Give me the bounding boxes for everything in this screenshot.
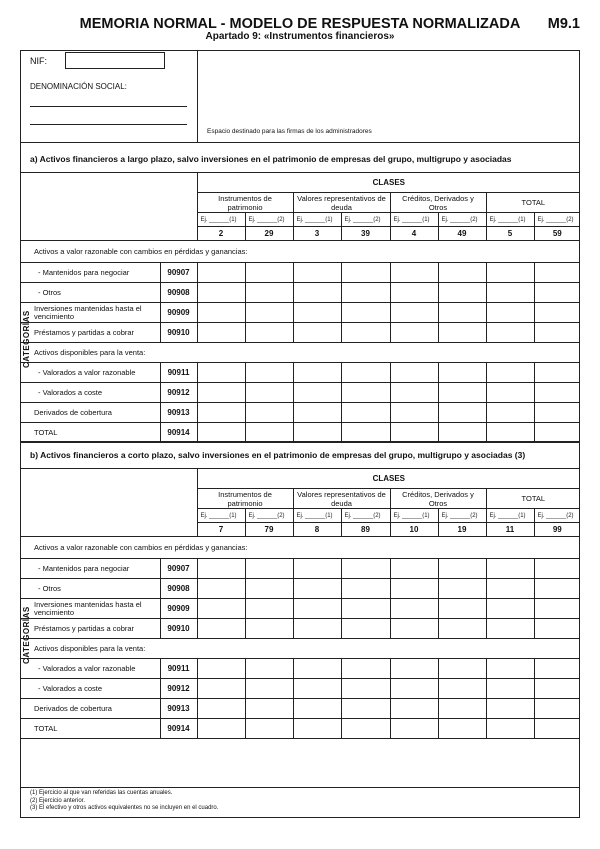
value-cell[interactable] [486,579,534,599]
value-cell[interactable] [245,263,293,283]
value-cell[interactable] [341,679,390,699]
table-row [20,403,580,423]
footnote: (1) Ejercicio al que van referidas las cuentas anuales. [30,790,173,796]
value-cell[interactable] [486,383,534,403]
row-code: 90908 [160,283,197,303]
row-label: - Valorados a valor razonable [20,659,160,679]
value-cell[interactable] [486,263,534,283]
value-cell[interactable] [534,579,580,599]
ej-field[interactable]: Ej. ______(2) [438,509,486,523]
value-cell[interactable] [245,403,293,423]
value-cell[interactable] [390,559,438,579]
table-row [20,559,580,579]
table-row [20,679,580,699]
value-cell[interactable] [534,599,580,619]
ej-field[interactable]: Ej. ______(2) [534,213,580,227]
value-cell[interactable] [293,719,341,739]
value-cell[interactable] [438,619,486,639]
section-a-table [20,172,580,443]
value-cell[interactable] [534,679,580,699]
separator [20,787,580,788]
value-cell[interactable] [534,619,580,639]
section-b-rows [20,537,580,739]
value-cell[interactable] [341,719,390,739]
value-cell[interactable] [390,679,438,699]
value-cell[interactable] [245,679,293,699]
row-label: Activos a valor razonable con cambios en pérdidas y ganancias: [20,241,580,263]
ej-field[interactable]: Ej. ______(1) [390,213,438,227]
value-cell[interactable] [390,263,438,283]
table-row [20,283,580,303]
col-code: 4 [390,227,438,241]
value-cell[interactable] [293,423,341,443]
value-cell[interactable] [293,263,341,283]
col-header: Instrumentos de patrimonio [197,193,293,213]
value-cell[interactable] [341,423,390,443]
value-cell[interactable] [197,263,245,283]
value-cell[interactable] [293,363,341,383]
row-label: Derivados de cobertura [20,699,160,719]
value-cell[interactable] [534,559,580,579]
row-label: - Mantenidos para negociar [20,559,160,579]
value-cell[interactable] [341,599,390,619]
ej-field[interactable]: Ej. ______(1) [486,213,534,227]
value-cell[interactable] [245,559,293,579]
value-cell[interactable] [341,263,390,283]
value-cell[interactable] [438,579,486,599]
value-cell[interactable] [293,403,341,423]
page-subtitle: Apartado 9: «Instrumentos financieros» [205,31,395,42]
value-cell[interactable] [438,283,486,303]
value-cell[interactable] [341,659,390,679]
value-cell[interactable] [197,323,245,343]
col-code: 8 [293,523,341,537]
table-row [20,343,580,363]
section-b-title: b) Activos financieros a corto plazo, salvo inversiones en el patrimonio de empresas del grupo, multigrupo y asociadas (3) [30,450,526,460]
value-cell[interactable] [245,619,293,639]
col-code: 49 [438,227,486,241]
row-code: 90909 [160,303,197,323]
row-label: Derivados de cobertura [20,403,160,423]
value-cell[interactable] [293,323,341,343]
value-cell[interactable] [534,263,580,283]
denominacion-line-2[interactable] [30,124,187,125]
table-row [20,303,580,323]
col-code: 3 [293,227,341,241]
table-row [20,599,580,619]
table-row [20,263,580,283]
col-code: 79 [245,523,293,537]
value-cell[interactable] [438,363,486,383]
value-cell[interactable] [438,423,486,443]
ej-field[interactable]: Ej. ______(2) [341,509,390,523]
ej-field[interactable]: Ej. ______(1) [197,509,245,523]
value-cell[interactable] [245,659,293,679]
col-header: TOTAL [486,193,580,213]
value-cell[interactable] [390,303,438,323]
value-cell[interactable] [486,559,534,579]
table-row [20,363,580,383]
value-cell[interactable] [438,559,486,579]
nif-field[interactable] [65,52,165,69]
value-cell[interactable] [197,363,245,383]
value-cell[interactable] [534,363,580,383]
value-cell[interactable] [293,579,341,599]
value-cell[interactable] [486,679,534,699]
clases-header: CLASES [197,173,580,193]
value-cell[interactable] [341,579,390,599]
value-cell[interactable] [245,363,293,383]
col-code: 5 [486,227,534,241]
value-cell[interactable] [438,323,486,343]
row-code: 90908 [160,579,197,599]
page-title: MEMORIA NORMAL - MODELO DE RESPUESTA NORMALIZADA [79,16,521,32]
value-cell[interactable] [390,323,438,343]
footnote: (2) Ejercicio anterior. [30,797,86,804]
ej-field[interactable]: Ej. ______(1) [293,213,341,227]
clases-header: CLASES [197,469,580,489]
col-code: 19 [438,523,486,537]
section-b-table [20,468,580,739]
value-cell[interactable] [486,719,534,739]
col-code: 89 [341,523,390,537]
value-cell[interactable] [534,283,580,303]
row-label: - Otros [20,579,160,599]
value-cell[interactable] [438,719,486,739]
row-label: TOTAL [20,423,160,443]
value-cell[interactable] [390,363,438,383]
separator [20,142,580,143]
categorias-label-a: CATEGORÍAS [22,310,31,368]
value-cell[interactable] [197,699,245,719]
section-a-rows [20,241,580,443]
identity-divider [197,50,198,142]
value-cell[interactable] [390,383,438,403]
value-cell[interactable] [245,599,293,619]
value-cell[interactable] [293,559,341,579]
value-cell[interactable] [438,303,486,323]
value-cell[interactable] [293,679,341,699]
row-label: - Valorados a coste [20,383,160,403]
ej-field[interactable]: Ej. ______(2) [245,509,293,523]
col-header: Valores representativos de deuda [293,193,390,213]
table-row [20,383,580,403]
row-code: 90912 [160,679,197,699]
row-label: Activos disponibles para la venta: [20,343,580,363]
value-cell[interactable] [197,659,245,679]
value-cell[interactable] [293,659,341,679]
value-cell[interactable] [438,659,486,679]
value-cell[interactable] [197,423,245,443]
table-row [20,579,580,599]
value-cell[interactable] [486,699,534,719]
table-row [20,423,580,443]
row-code: 90911 [160,659,197,679]
value-cell[interactable] [486,283,534,303]
value-cell[interactable] [293,383,341,403]
value-cell[interactable] [197,559,245,579]
value-cell[interactable] [486,423,534,443]
value-cell[interactable] [390,579,438,599]
ej-field[interactable]: Ej. ______(2) [438,213,486,227]
col-code: 99 [534,523,580,537]
value-cell[interactable] [486,599,534,619]
col-code: 59 [534,227,580,241]
value-cell[interactable] [245,283,293,303]
row-code: 90914 [160,719,197,739]
value-cell[interactable] [390,283,438,303]
value-cell[interactable] [341,363,390,383]
value-cell[interactable] [438,699,486,719]
ej-field[interactable]: Ej. ______(1) [293,509,341,523]
value-cell[interactable] [197,579,245,599]
value-cell[interactable] [486,619,534,639]
footnotes [30,790,218,813]
table-row [20,619,580,639]
value-cell[interactable] [341,619,390,639]
row-label: - Valorados a valor razonable [20,363,160,383]
value-cell[interactable] [486,403,534,423]
value-cell[interactable] [197,679,245,699]
col-header: Créditos, Derivados y Otros [390,193,486,213]
row-label: Inversiones mantenidas hasta el vencimiento [20,599,160,619]
row-label: TOTAL [20,719,160,739]
value-cell[interactable] [293,303,341,323]
footnote: (3) El efectivo y otros activos equivalentes no se incluyen en el cuadro. [30,805,219,811]
value-cell[interactable] [390,659,438,679]
value-cell[interactable] [245,579,293,599]
ej-field[interactable]: Ej. ______(1) [390,509,438,523]
table-row [20,323,580,343]
table-row [20,699,580,719]
row-label: - Otros [20,283,160,303]
value-cell[interactable] [486,363,534,383]
value-cell[interactable] [486,659,534,679]
table-row [20,659,580,679]
value-cell[interactable] [197,599,245,619]
value-cell[interactable] [341,403,390,423]
value-cell[interactable] [390,403,438,423]
row-code: 90911 [160,363,197,383]
col-code: 10 [390,523,438,537]
value-cell[interactable] [341,283,390,303]
col-header: TOTAL [486,489,580,509]
row-code: 90907 [160,263,197,283]
row-code: 90913 [160,699,197,719]
row-label: - Mantenidos para negociar [20,263,160,283]
value-cell[interactable] [341,323,390,343]
row-label: Activos disponibles para la venta: [20,639,580,659]
row-code: 90910 [160,323,197,343]
row-code: 90907 [160,559,197,579]
ej-field[interactable]: Ej. ______(1) [197,213,245,227]
value-cell[interactable] [197,719,245,739]
value-cell[interactable] [390,599,438,619]
value-cell[interactable] [197,283,245,303]
ej-field[interactable]: Ej. ______(2) [341,213,390,227]
value-cell[interactable] [534,719,580,739]
value-cell[interactable] [245,383,293,403]
firmas-label: Espacio destinado para las firmas de los administradores [207,128,372,135]
ej-field[interactable]: Ej. ______(2) [245,213,293,227]
value-cell[interactable] [293,699,341,719]
col-code: 2 [197,227,245,241]
value-cell[interactable] [197,403,245,423]
value-cell[interactable] [438,679,486,699]
value-cell[interactable] [438,383,486,403]
value-cell[interactable] [245,423,293,443]
row-code: 90910 [160,619,197,639]
row-label: Préstamos y partidas a cobrar [20,619,160,639]
value-cell[interactable] [293,283,341,303]
col-code: 11 [486,523,534,537]
value-cell[interactable] [438,599,486,619]
value-cell[interactable] [534,383,580,403]
form-code: M9.1 [547,16,580,32]
value-cell[interactable] [341,559,390,579]
value-cell[interactable] [534,699,580,719]
row-label: - Valorados a coste [20,679,160,699]
value-cell[interactable] [245,303,293,323]
value-cell[interactable] [293,619,341,639]
value-cell[interactable] [390,719,438,739]
ej-field[interactable]: Ej. ______(2) [534,509,580,523]
value-cell[interactable] [534,403,580,423]
value-cell[interactable] [341,383,390,403]
value-cell[interactable] [486,303,534,323]
value-cell[interactable] [534,659,580,679]
value-cell[interactable] [245,699,293,719]
section-a-title: a) Activos financieros a largo plazo, salvo inversiones en el patrimonio de empresas del grupo, multigrupo y asociadas [30,154,512,164]
table-row [20,639,580,659]
ej-field[interactable]: Ej. ______(1) [486,509,534,523]
value-cell[interactable] [197,383,245,403]
col-code: 39 [341,227,390,241]
col-header: Instrumentos de patrimonio [197,489,293,509]
value-cell[interactable] [197,303,245,323]
value-cell[interactable] [534,423,580,443]
denominacion-line-1[interactable] [30,106,187,107]
value-cell[interactable] [245,719,293,739]
value-cell[interactable] [438,403,486,423]
value-cell[interactable] [245,323,293,343]
value-cell[interactable] [534,303,580,323]
row-code: 90914 [160,423,197,443]
row-code: 90913 [160,403,197,423]
row-code: 90909 [160,599,197,619]
value-cell[interactable] [390,699,438,719]
value-cell[interactable] [534,323,580,343]
row-label: Activos a valor razonable con cambios en pérdidas y ganancias: [20,537,580,559]
denominacion-label: DENOMINACIÓN SOCIAL: [30,82,127,91]
value-cell[interactable] [341,699,390,719]
row-label: Préstamos y partidas a cobrar [20,323,160,343]
col-code: 29 [245,227,293,241]
value-cell[interactable] [293,599,341,619]
table-row [20,719,580,739]
value-cell[interactable] [390,423,438,443]
col-code: 7 [197,523,245,537]
value-cell[interactable] [486,323,534,343]
table-row [20,537,580,559]
value-cell[interactable] [390,619,438,639]
row-label: Inversiones mantenidas hasta el vencimiento [20,303,160,323]
col-header: Créditos, Derivados y Otros [390,489,486,509]
separator [20,441,580,442]
separator [20,738,580,739]
value-cell[interactable] [341,303,390,323]
row-code: 90912 [160,383,197,403]
value-cell[interactable] [438,263,486,283]
categorias-label-b: CATEGORÍAS [22,606,31,664]
nif-label: NIF: [30,56,47,66]
col-header: Valores representativos de deuda [293,489,390,509]
table-row [20,241,580,263]
value-cell[interactable] [197,619,245,639]
